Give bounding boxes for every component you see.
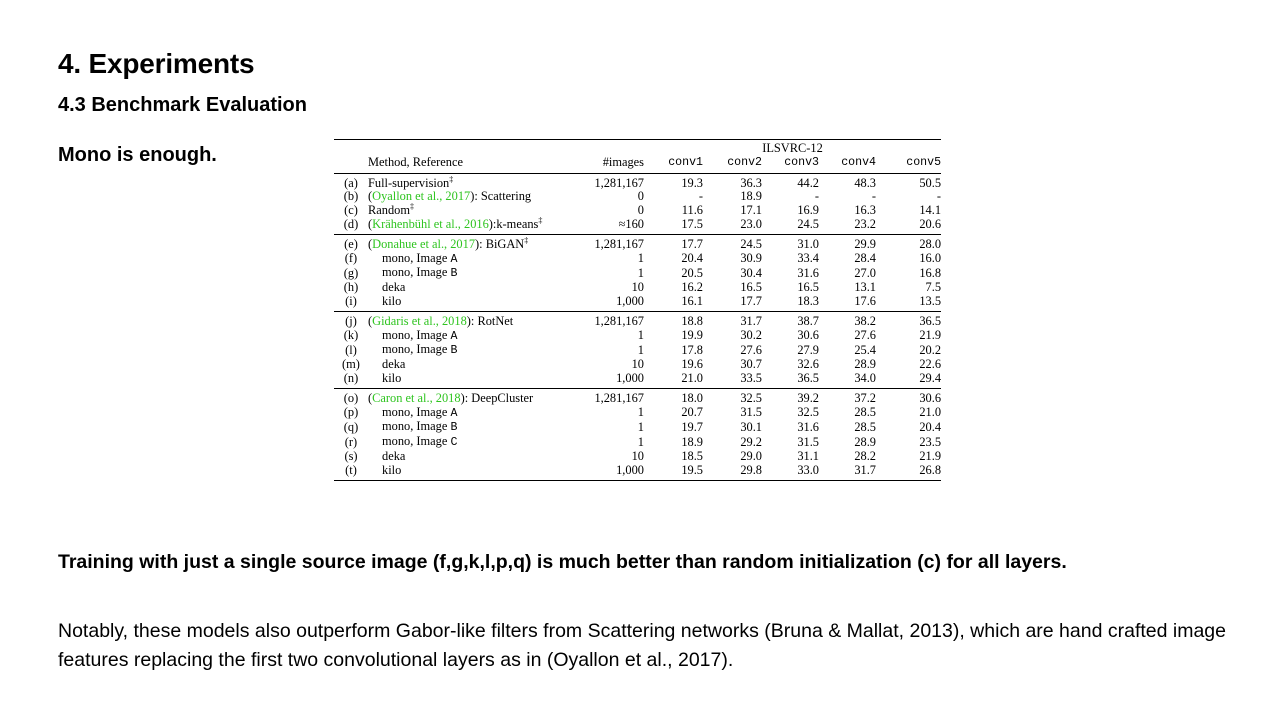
citation-link[interactable]: Gidaris et al., 2018	[372, 313, 467, 328]
conv3-value: 31.1	[797, 448, 819, 463]
table-row	[334, 358, 941, 372]
row-images: 0	[637, 189, 644, 204]
conv5-value: 7.5	[925, 280, 942, 295]
row-images: 1	[637, 405, 644, 420]
method-text: ): BiGAN	[475, 236, 525, 251]
row-images: 1	[637, 419, 644, 434]
conv2-value: 29.0	[740, 448, 762, 463]
row-label: (n)	[343, 370, 359, 385]
table-row	[334, 281, 941, 295]
row-images: 10	[631, 448, 644, 463]
table-row	[334, 295, 941, 311]
conv2-value: 27.6	[740, 342, 762, 357]
row-label: (a)	[344, 175, 358, 190]
conv1-value: 19.3	[681, 175, 703, 190]
conv1-value: 11.6	[681, 203, 703, 218]
conv3-value: 32.5	[797, 405, 819, 420]
row-label: (g)	[343, 265, 359, 280]
method-text: mono, Image	[382, 265, 451, 280]
conv1-value: 19.5	[644, 464, 703, 480]
conv2-value: 17.1	[740, 203, 762, 218]
conv3-value: 36.5	[797, 370, 819, 385]
conv4-value: 34.0	[854, 370, 876, 385]
method-text: mono, Image	[382, 419, 451, 434]
conv5-value: 30.6	[876, 388, 941, 405]
table-row	[334, 406, 941, 421]
slide-subtitle: 4.3 Benchmark Evaluation	[58, 94, 307, 116]
conv4-value: 37.2	[819, 388, 876, 405]
conv2-value: 29.2	[740, 434, 762, 449]
table-group	[334, 388, 941, 480]
row-method	[368, 420, 574, 435]
conv5-value: 29.4	[919, 370, 942, 385]
header-conv1: conv1	[644, 156, 703, 173]
image-id: B	[450, 267, 458, 281]
row-label: (m)	[342, 357, 360, 372]
row-method	[368, 464, 574, 480]
conv1-value: -	[698, 189, 703, 204]
table-row	[334, 420, 941, 435]
conv4-value: 38.2	[819, 311, 876, 328]
conv3-value: 18.3	[797, 293, 819, 308]
conv4-value: 28.5	[854, 405, 876, 420]
row-method	[368, 311, 574, 328]
row-images: 1,281,167	[574, 388, 644, 405]
method-text: Random	[368, 203, 410, 218]
citation-link[interactable]: Caron et al., 2018	[372, 390, 461, 405]
row-method	[368, 266, 574, 281]
row-method	[368, 406, 574, 421]
table-row	[334, 435, 941, 450]
conv2-value: 18.9	[740, 189, 762, 204]
image-id: A	[450, 252, 458, 266]
conv1-value: 18.5	[681, 448, 703, 463]
conv3-value: 31.6	[797, 419, 819, 434]
conv2-value: 32.5	[703, 388, 762, 405]
row-label: (c)	[344, 203, 358, 218]
footnote-mark: ‡	[538, 215, 543, 225]
conv4-value: 16.3	[854, 203, 876, 218]
conv1-value: 17.7	[644, 234, 703, 251]
row-label: (j)	[334, 311, 368, 328]
conv5-value: 28.0	[876, 234, 941, 251]
method-text: deka	[382, 357, 406, 372]
table-row	[334, 464, 941, 480]
header-conv2: conv2	[703, 156, 762, 173]
conv4-value: 23.2	[854, 216, 876, 231]
conv2-value: 30.2	[740, 328, 762, 343]
conv4-value: 48.3	[854, 175, 876, 190]
table-group	[334, 234, 941, 311]
conv5-value: 21.9	[919, 328, 942, 343]
conv1-value: 16.2	[681, 280, 703, 295]
method-text: kilo	[382, 462, 402, 477]
row-images: 1	[637, 342, 644, 357]
header-method: Method, Reference	[368, 156, 574, 173]
conv1-value: 17.8	[681, 342, 703, 357]
conv2-value: 30.1	[740, 419, 762, 434]
paren-open: (	[368, 390, 373, 405]
row-images: 1	[637, 434, 644, 449]
row-images: 1	[637, 251, 644, 266]
row-method	[368, 295, 574, 311]
image-id: A	[450, 406, 458, 420]
conv1-value: 20.4	[681, 251, 703, 266]
row-label: (p)	[343, 405, 359, 420]
conv2-value: 30.7	[740, 357, 762, 372]
table-group	[334, 311, 941, 388]
conv1-value: 20.5	[681, 265, 703, 280]
key-finding: Training with just a single source image (f,g,k,l,p,q) is much better than random initialization (c) for all layers.	[58, 551, 1067, 573]
conv3-value: 16.9	[797, 203, 819, 218]
row-label: (s)	[344, 448, 358, 463]
conv3-value: 31.6	[797, 265, 819, 280]
row-label: (o)	[334, 388, 368, 405]
conv1-value: 19.6	[681, 357, 703, 372]
conv5-value: 26.8	[876, 464, 941, 480]
method-text: deka	[382, 448, 406, 463]
row-label: (b)	[343, 189, 359, 204]
table-row	[334, 372, 941, 388]
conv2-value: 17.7	[740, 293, 762, 308]
conv5-value: 21.9	[919, 448, 942, 463]
table-group	[334, 173, 941, 234]
conv3-value: 33.4	[797, 251, 819, 266]
row-images: 0	[637, 203, 644, 218]
method-text: mono, Image	[382, 404, 451, 419]
header-conv4: conv4	[819, 156, 876, 173]
conv2-value: 24.5	[703, 234, 762, 251]
conv4-value: 27.6	[854, 328, 876, 343]
group-header: ILSVRC-12	[644, 140, 941, 156]
conv4-value: 29.9	[819, 234, 876, 251]
conv5-value: 20.2	[919, 342, 942, 357]
paren-open: (	[368, 313, 373, 328]
row-images: 10	[631, 357, 644, 372]
conv4-value: 13.1	[854, 280, 876, 295]
row-images: 10	[631, 280, 644, 295]
conv1-value: 17.5	[681, 216, 703, 231]
table-row	[334, 173, 941, 190]
image-id: B	[450, 344, 458, 358]
row-images: 1,000	[616, 293, 644, 308]
row-label: (q)	[343, 419, 359, 434]
conv4-value: 28.9	[854, 357, 876, 372]
results-table	[334, 139, 941, 481]
conv3-value: 38.7	[762, 311, 819, 328]
conv2-value: 36.3	[740, 175, 762, 190]
header-conv5: conv5	[876, 156, 941, 173]
footnote-mark: ‡	[524, 235, 529, 245]
conv3-value: 27.9	[797, 342, 819, 357]
row-method	[368, 215, 574, 234]
conv2-value: 16.5	[740, 280, 762, 295]
header-images: #images	[574, 156, 644, 173]
conv4-value: 28.2	[854, 448, 876, 463]
method-text: kilo	[382, 370, 402, 385]
citation-link[interactable]: Oyallon et al., 2017	[372, 189, 471, 204]
body-paragraph: Notably, these models also outperform Gabor-like filters from Scattering networks (Bruna & Mallat, 2013), which are hand crafted image features replacing the first two convolutional layers as in (Oyallon et al., 2017).	[58, 620, 1227, 671]
row-method	[368, 173, 574, 190]
conv1-value: 16.1	[681, 293, 703, 308]
row-images: 1,281,167	[594, 175, 644, 190]
row-label: (r)	[344, 434, 358, 449]
image-id: A	[450, 329, 458, 343]
conv5-value: 16.8	[919, 265, 942, 280]
conv3-value: 44.2	[797, 175, 819, 190]
conv5-value: 13.5	[919, 293, 942, 308]
conv2-value: 23.0	[740, 216, 762, 231]
conv3-value: 24.5	[797, 216, 819, 231]
conv2-value: 30.4	[740, 265, 762, 280]
row-method	[368, 204, 574, 218]
row-method	[368, 281, 574, 295]
method-text: Full-supervision	[368, 175, 450, 190]
row-method	[368, 435, 574, 450]
row-method	[368, 358, 574, 372]
row-method	[368, 329, 574, 344]
image-id: B	[450, 421, 458, 435]
row-method	[368, 252, 574, 267]
row-method	[368, 450, 574, 464]
side-heading: Mono is enough.	[58, 144, 217, 166]
conv4-value: 28.4	[854, 251, 876, 266]
header-conv3: conv3	[762, 156, 819, 173]
conv4-value: 31.7	[819, 464, 876, 480]
row-images: 1,000	[616, 370, 644, 385]
conv3-value: -	[814, 189, 819, 204]
conv5-value: 36.5	[876, 311, 941, 328]
row-images: 1,000	[574, 464, 644, 480]
footnote-mark: ‡	[410, 202, 414, 212]
table-row	[334, 204, 941, 218]
paren-open: (	[368, 216, 373, 231]
conv3-value: 33.0	[762, 464, 819, 480]
conv1-value: 18.0	[644, 388, 703, 405]
slide-title: 4. Experiments	[58, 48, 255, 79]
table-row	[334, 388, 941, 405]
row-images: 1,281,167	[574, 234, 644, 251]
table-row	[334, 190, 941, 204]
row-label: (f)	[344, 251, 358, 266]
conv5-value: 21.0	[919, 405, 942, 420]
conv1-value: 18.8	[644, 311, 703, 328]
row-label: (l)	[345, 342, 357, 357]
table-row	[334, 329, 941, 344]
row-label: (d)	[343, 216, 359, 231]
conv1-value: 19.9	[681, 328, 703, 343]
row-label: (h)	[343, 280, 359, 295]
paren-open: (	[368, 189, 373, 204]
row-label: (i)	[345, 293, 357, 308]
row-label: (k)	[343, 328, 359, 343]
conv5-value: 20.6	[919, 216, 942, 231]
footnote-mark: ‡	[449, 174, 454, 184]
row-images: ≈160	[618, 216, 644, 231]
citation-link[interactable]: Donahue et al., 2017	[372, 236, 476, 251]
conv5-value: 50.5	[919, 175, 942, 190]
conv5-value: -	[936, 189, 942, 204]
method-text: ):k-means	[488, 216, 539, 231]
conv4-value: 27.0	[854, 265, 876, 280]
conv5-value: 22.6	[919, 357, 942, 372]
conv2-value: 29.8	[703, 464, 762, 480]
table-row	[334, 311, 941, 328]
table-row	[334, 234, 941, 251]
conv1-value: 19.7	[681, 419, 703, 434]
conv4-value: 28.5	[854, 419, 876, 434]
method-text: mono, Image	[382, 250, 451, 265]
conv2-value: 31.7	[703, 311, 762, 328]
image-id: C	[450, 436, 458, 450]
method-text: mono, Image	[382, 434, 451, 449]
conv2-value: 33.5	[740, 370, 762, 385]
conv3-value: 32.6	[797, 357, 819, 372]
conv5-value: 16.0	[919, 251, 942, 266]
row-label: (t)	[334, 464, 368, 480]
row-images: 1,281,167	[574, 311, 644, 328]
row-method	[368, 343, 574, 358]
table-row	[334, 450, 941, 464]
method-text: ): RotNet	[466, 313, 514, 328]
table-row	[334, 218, 941, 234]
method-text: ): DeepCluster	[460, 390, 534, 405]
table-row	[334, 252, 941, 267]
conv5-value: 14.1	[919, 203, 942, 218]
row-images: 1	[637, 328, 644, 343]
row-method	[368, 372, 574, 388]
row-label: (e)	[334, 234, 368, 251]
row-method	[368, 234, 574, 251]
citation-link[interactable]: Krähenbühl et al., 2016	[372, 216, 489, 231]
conv2-value: 30.9	[740, 251, 762, 266]
method-text: deka	[382, 280, 406, 295]
conv1-value: 20.7	[681, 405, 703, 420]
conv1-value: 21.0	[681, 370, 703, 385]
row-images: 1	[637, 265, 644, 280]
conv4-value: 25.4	[854, 342, 876, 357]
conv4-value: 28.9	[854, 434, 876, 449]
conv3-value: 16.5	[797, 280, 819, 295]
conv3-value: 31.0	[762, 234, 819, 251]
conv3-value: 31.5	[797, 434, 819, 449]
method-text: mono, Image	[382, 327, 451, 342]
method-text: mono, Image	[382, 342, 451, 357]
conv3-value: 39.2	[762, 388, 819, 405]
paren-open: (	[368, 236, 373, 251]
conv3-value: 30.6	[797, 328, 819, 343]
method-text: kilo	[382, 293, 402, 308]
conv4-value: 17.6	[854, 293, 876, 308]
conv4-value: -	[871, 189, 876, 204]
conv5-value: 20.4	[919, 419, 942, 434]
table-row	[334, 343, 941, 358]
table-row	[334, 266, 941, 281]
method-text: ): Scattering	[470, 189, 532, 204]
row-method	[368, 388, 574, 405]
conv2-value: 31.5	[740, 405, 762, 420]
conv5-value: 23.5	[919, 434, 942, 449]
conv1-value: 18.9	[681, 434, 703, 449]
